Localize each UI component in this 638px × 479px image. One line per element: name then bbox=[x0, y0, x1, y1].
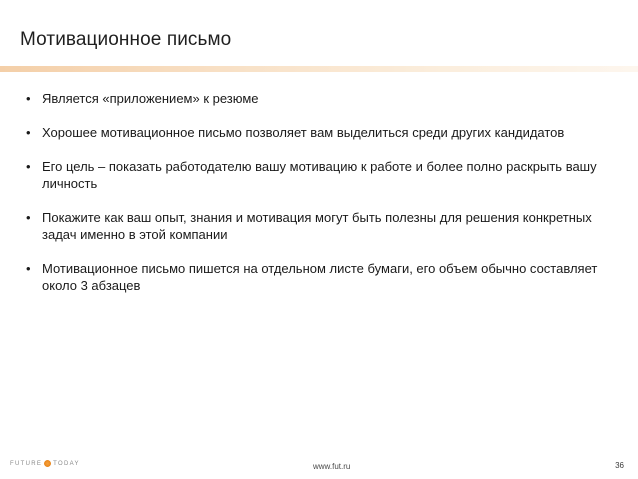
bullet-item bbox=[26, 124, 616, 141]
title-divider bbox=[0, 66, 638, 72]
bullet-item bbox=[26, 158, 616, 192]
slide-title: Мотивационное письмо bbox=[20, 29, 232, 50]
bullet-icon: • bbox=[26, 261, 31, 276]
logo-star-icon bbox=[44, 460, 51, 467]
bullet-icon: • bbox=[26, 125, 31, 140]
bullet-icon: • bbox=[26, 91, 31, 106]
bullet-icon: • bbox=[26, 159, 31, 174]
bullet-text: Мотивационное письмо пишется на отдельном листе бумаги, его объем обычно составляет около 3 абзацев bbox=[42, 261, 598, 293]
bullet-text: Является «приложением» к резюме bbox=[42, 91, 259, 106]
company-logo bbox=[10, 460, 80, 467]
logo-text-right: TODAY bbox=[53, 460, 80, 467]
bullet-list bbox=[26, 90, 616, 311]
bullet-text: Покажите как ваш опыт, знания и мотивация могут быть полезны для решения конкретных задач именно в этой компании bbox=[42, 210, 592, 242]
bullet-icon: • bbox=[26, 210, 31, 225]
bullet-text: Его цель – показать работодателю вашу мотивацию к работе и более полно раскрыть вашу личность bbox=[42, 159, 597, 191]
page-number: 36 bbox=[615, 461, 624, 470]
bullet-item bbox=[26, 90, 616, 107]
bullet-text: Хорошее мотивационное письмо позволяет вам выделиться среди других кандидатов bbox=[42, 125, 565, 140]
bullet-item bbox=[26, 260, 616, 294]
footer-url: www.fut.ru bbox=[313, 462, 351, 471]
bullet-item bbox=[26, 209, 616, 243]
logo-text-left: FUTURE bbox=[10, 460, 43, 467]
